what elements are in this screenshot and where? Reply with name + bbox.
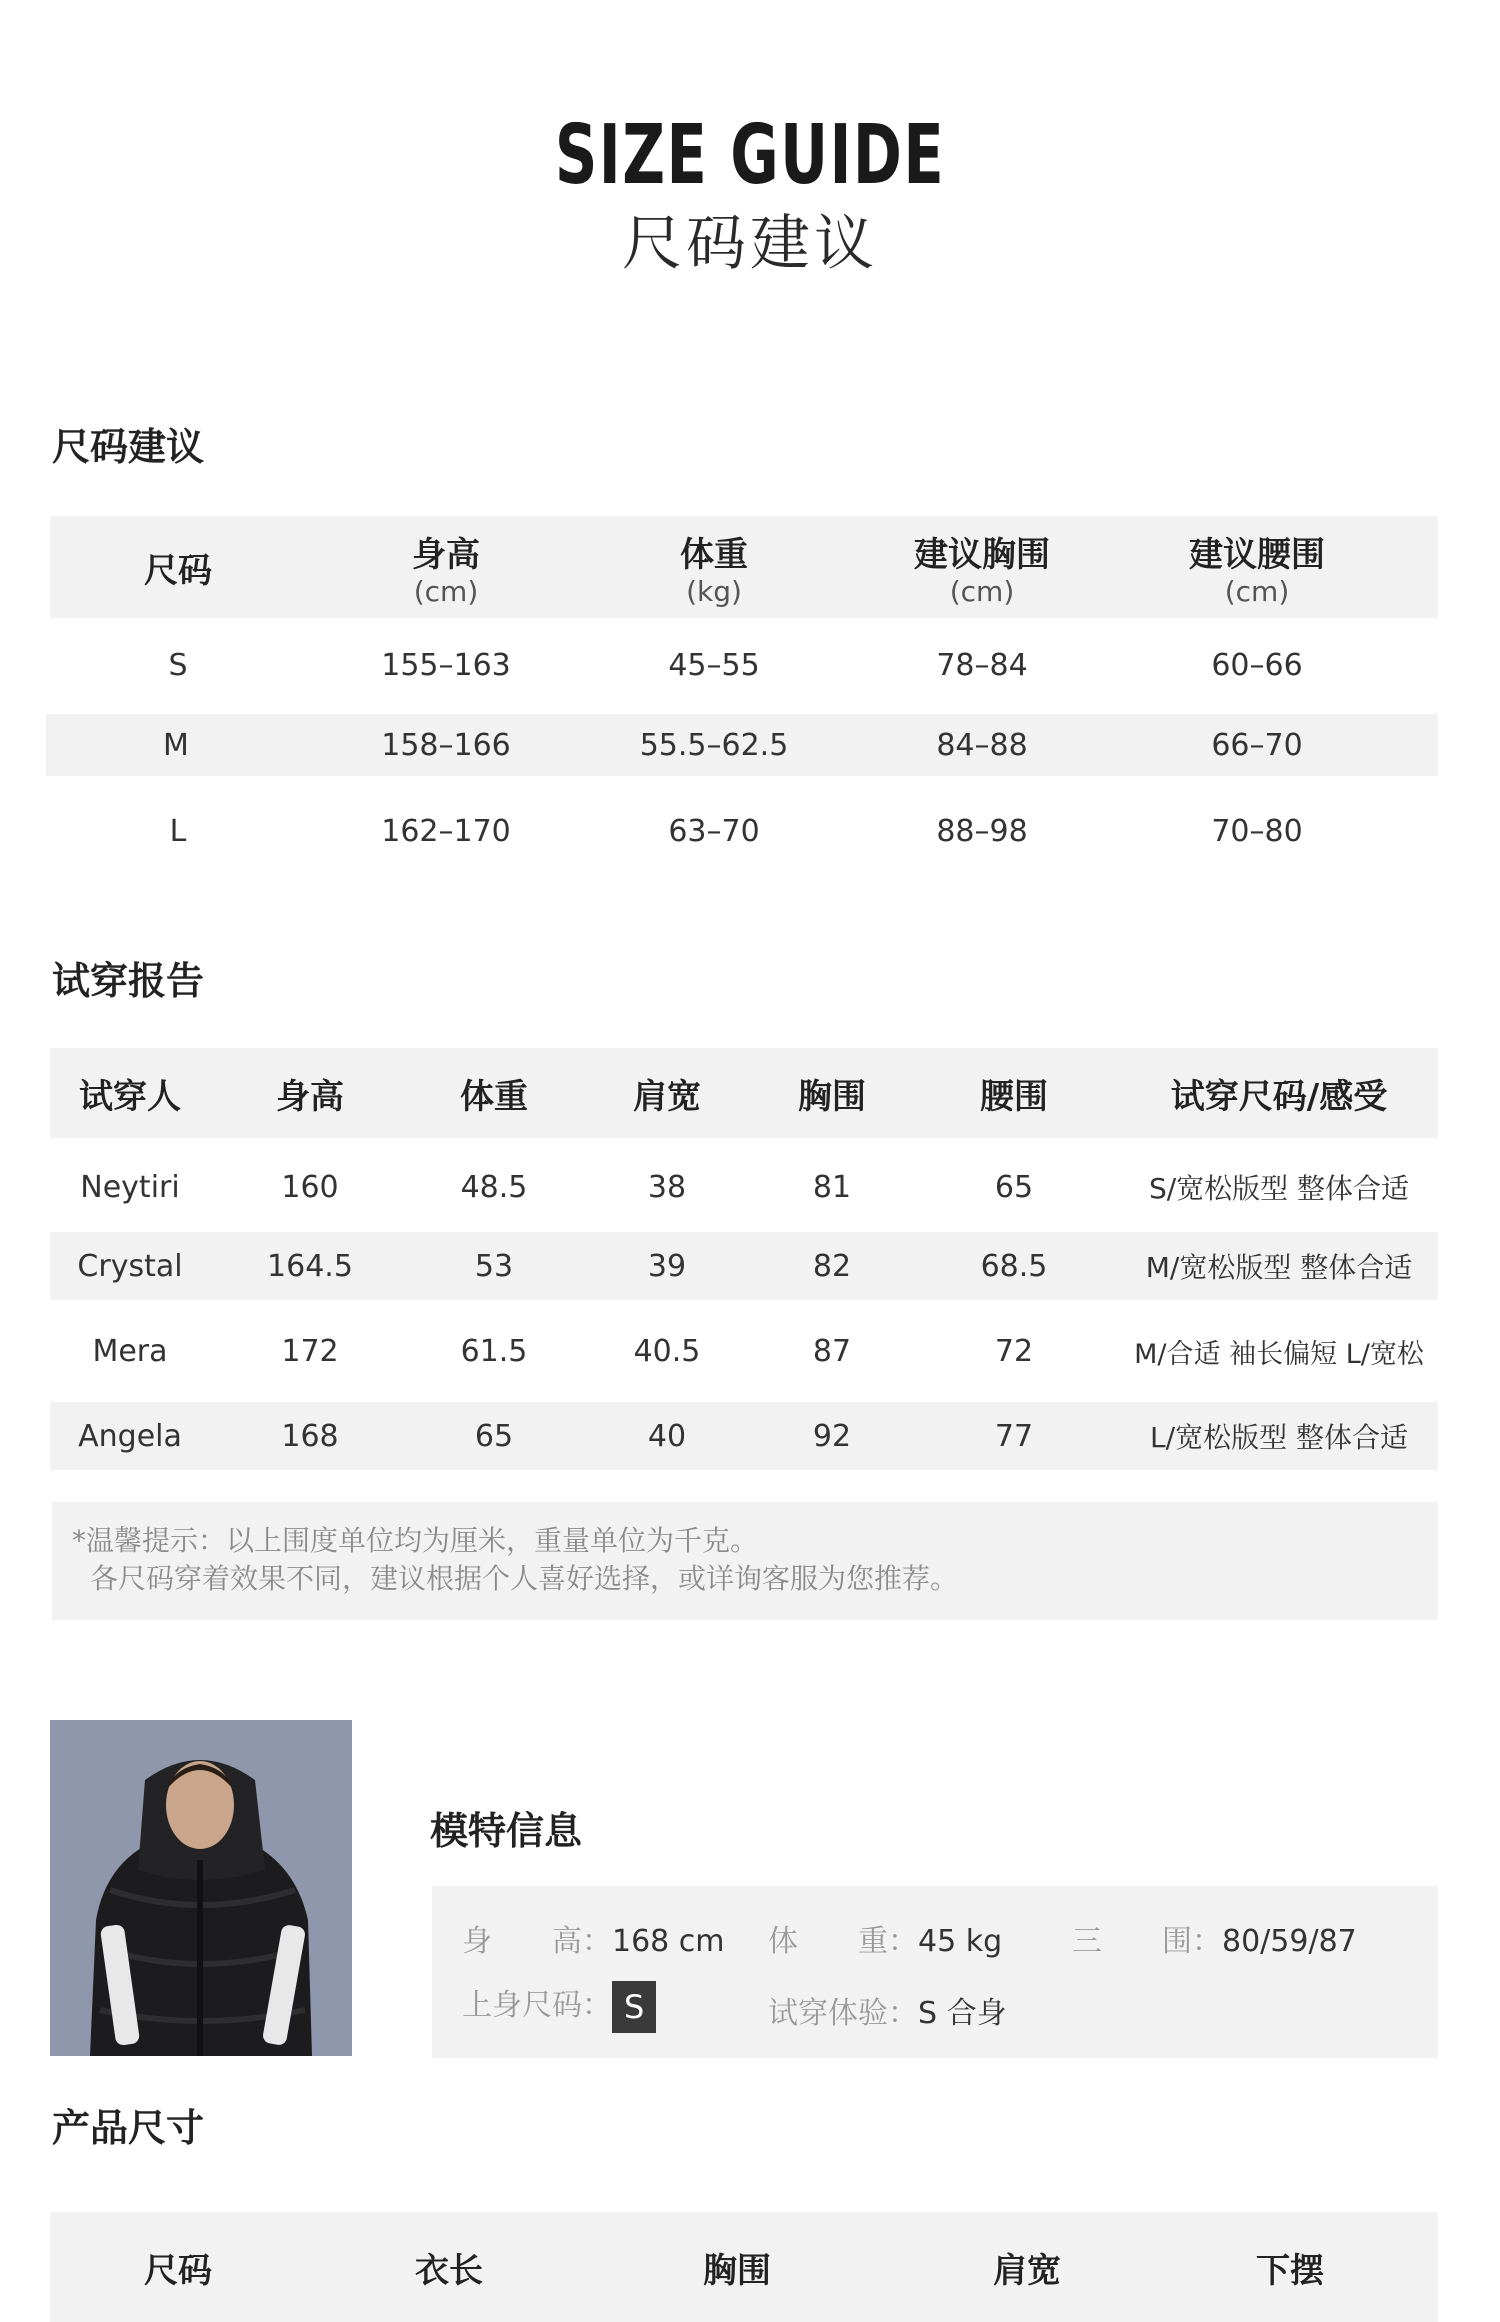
cell: 155–163	[381, 647, 511, 683]
header-cell: 建议胸围 (cm)	[914, 534, 1050, 608]
table-row	[50, 1150, 1438, 1224]
table-row	[50, 1308, 1438, 1394]
cell: 70–80	[1211, 813, 1303, 849]
header-cell: 尺码	[144, 2250, 212, 2291]
cell: 65	[474, 1418, 514, 1454]
cell: 78–84	[936, 647, 1028, 683]
header-cell: 胸围	[703, 2250, 771, 2291]
cell: 160	[281, 1169, 339, 1205]
notice-line: 各尺码穿着效果不同，建议根据个人喜好选择，或详询客服为您推荐。	[90, 1562, 959, 1595]
cell: S/宽松版型 整体合适	[1148, 1172, 1410, 1205]
model-size: 上身尺码： S	[462, 1980, 656, 2033]
header-cell: 体重 (kg)	[680, 534, 748, 608]
table-row	[46, 714, 1438, 776]
header-cell: 衣长	[415, 2250, 483, 2291]
cell: M	[163, 727, 189, 763]
cell: 40	[647, 1418, 687, 1454]
model-info-title: 模特信息	[430, 1809, 583, 1853]
header-cell: 尺码	[144, 550, 212, 591]
header-cell: 胸围	[798, 1076, 866, 1117]
size-table	[50, 516, 1438, 868]
header-cell: 建议腰围 (cm)	[1189, 534, 1325, 608]
cell: 61.5	[460, 1333, 528, 1369]
model-weight: 体 重：45 kg	[768, 1924, 1003, 1959]
cell: 172	[281, 1333, 339, 1369]
trial-table	[50, 1048, 1438, 1470]
cell: Mera	[92, 1333, 168, 1369]
cell: 65	[994, 1169, 1034, 1205]
product-table-header	[50, 2212, 1438, 2322]
header-cell: 试穿尺码/感受	[1170, 1076, 1388, 1117]
cell: 168	[281, 1418, 339, 1454]
size-section-title: 尺码建议	[52, 425, 205, 469]
cell: 87	[812, 1333, 852, 1369]
cell: 82	[812, 1248, 852, 1284]
model-illustration	[50, 1720, 352, 2056]
cell: 45–55	[668, 647, 760, 683]
cell: L	[169, 813, 187, 849]
cell: S	[168, 647, 188, 683]
cell: M/合适 袖长偏短 L/宽松	[1134, 1338, 1424, 1370]
cell: 72	[994, 1333, 1034, 1369]
cell: 40.5	[633, 1333, 701, 1369]
cell: 39	[647, 1248, 687, 1284]
cell: 88–98	[936, 813, 1028, 849]
cell: 55.5–62.5	[639, 727, 789, 763]
cell: 77	[994, 1418, 1034, 1454]
table-row	[50, 794, 1438, 868]
cell: 48.5	[460, 1169, 528, 1205]
cell: Crystal	[77, 1248, 183, 1284]
table-row	[50, 1402, 1438, 1470]
cell: 164.5	[267, 1248, 353, 1284]
cell: 68.5	[980, 1248, 1048, 1284]
header-cell: 体重	[460, 1076, 528, 1117]
header-cell: 肩宽	[633, 1076, 701, 1117]
cell: Angela	[78, 1418, 182, 1454]
notice-line: *温馨提示：以上围度单位均为厘米，重量单位为千克。	[72, 1524, 759, 1557]
header-cell: 试穿人	[79, 1076, 181, 1117]
cell: L/宽松版型 整体合适	[1150, 1421, 1408, 1454]
notice-box	[52, 1502, 1438, 1620]
header-cell: 身高 (cm)	[412, 534, 480, 608]
model-height: 身 高：168 cm	[462, 1924, 725, 1959]
cell: Neytiri	[80, 1169, 180, 1205]
cell: 158–166	[381, 727, 511, 763]
product-section-title: 产品尺寸	[52, 2106, 205, 2150]
header-cell: 下摆	[1256, 2250, 1324, 2291]
cell: 162–170	[381, 813, 511, 849]
size-guide-subtitle: 尺码建议	[622, 209, 878, 279]
table-row	[50, 628, 1438, 702]
trial-section-title: 试穿报告	[52, 959, 205, 1003]
product-table	[50, 2212, 1438, 2322]
model-info-box	[432, 1886, 1438, 2058]
header-cell: 腰围	[980, 1076, 1048, 1117]
cell: 63–70	[668, 813, 760, 849]
cell: 81	[812, 1169, 852, 1205]
header-cell: 身高	[276, 1076, 344, 1117]
cell: 66–70	[1211, 727, 1303, 763]
header-cell: 肩宽	[993, 2250, 1061, 2291]
table-row	[50, 1232, 1438, 1300]
trial-table-header	[50, 1048, 1438, 1138]
cell: M/宽松版型 整体合适	[1145, 1251, 1413, 1284]
cell: 60–66	[1211, 647, 1303, 683]
size-badge: S	[612, 1981, 656, 2033]
cell: 84–88	[936, 727, 1028, 763]
model-fit: 试穿体验：S 合身	[768, 1996, 1007, 2031]
model-photo	[50, 1720, 352, 2056]
size-guide-title: SIZE GUIDE	[554, 108, 946, 203]
size-table-header	[50, 516, 1438, 618]
cell: 38	[647, 1169, 687, 1205]
model-bust: 三 围：80/59/87	[1072, 1924, 1357, 1959]
cell: 53	[474, 1248, 514, 1284]
cell: 92	[812, 1418, 852, 1454]
